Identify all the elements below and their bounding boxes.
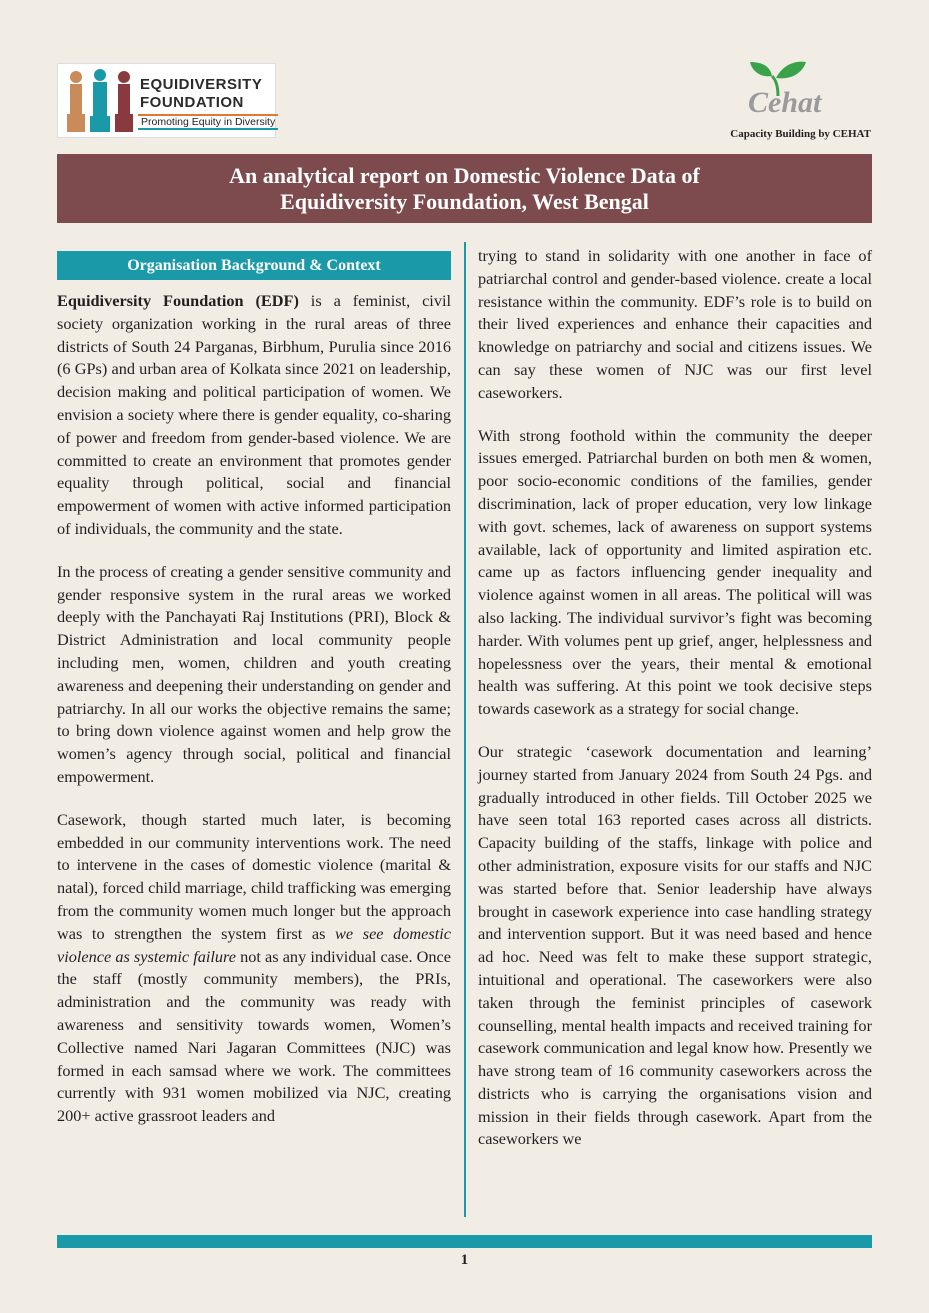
column-divider [464,242,466,1217]
paragraph: With strong foothold within the community the deeper issues emerged. Patriarchal burden on both men & women, poor socio-economic conditions of the families, gender discrimination, lack of proper education, very low linkage with govt. schemes, lack of awareness on support systems available, lack of opportunity and limited aspiration etc. came up as factors influencing gender inequality and violence against women in all areas. The political will was also lacking. The individual survivor’s fight was becoming harder. With volumes pent up grief, anger, helplessness and hopelessness over the years, their mental & emotional health was suffering. At this point we took decisive steps towards casework as a strategy for social change. [478,425,872,719]
paragraph-text: Casework, though started much later, is becoming embedded in our community interventions work. The need to intervene in the cases of domestic violence (marital & natal), forced child marriage, child trafficking was emerging from the community women much longer but the approach was to strengthen the system first as [57,809,451,943]
edf-tagline: Promoting Equity in Diversity [138,114,278,130]
paragraph: Our strategic ‘casework documentation and learning’ journey started from January 2024 from South 24 Pgs. and gradually introduced in other fields. Till October 2025 we have seen total 163 reported cases across all districts. Capacity building of the staffs, linkage with police and other administration, exposure visits for our staffs and NJC was started before that. Senior leadership have always brought in casework experience into case handling strategy and intervention support. But it was need based and hence ad hoc. Need was felt to make these support strategic, intuitional and operational. The caseworkers were also taken through the feminist principles of casework counselling, mental health impacts and received training for casework communication and legal know how. Presently we have strong team of 16 community caseworkers across the districts who is carrying the organisations vision and mission in their fields through casework. Apart from the caseworkers we [478,741,872,1149]
edf-logo [57,63,276,138]
paragraph-text: is a feminist, civil society organization working in the rural areas of three districts of South 24 Parganas, Birbhum, Purulia since 2016 (6 GPs) and urban area of Kolkata since 2021 on leadership, decision making and political participation of women. We envision a society where there is gender equality, co-sharing of power and freedom from gender-based violence. We are committed to create an environment that promotes gender equality through political, social and financial empowerment of women with active informed participation of individuals, the community and the state. [57,291,452,538]
paragraph: trying to stand in solidarity with one another in face of patriarchal control and gender-based violence. create a local resistance within the community. EDF’s role is to build on their lived experiences and enhance their capacities and knowledge on patriarchy and social and citizens issues. We can say these women of NJC was our first level caseworkers. [478,246,872,402]
emphasis-text: we see domestic violence as systemic failure [57,923,452,966]
title-line-2: Equidiversity Foundation, West Bengal [280,188,649,214]
paragraph [57,290,451,541]
footer-bar [57,1235,872,1248]
left-column [57,251,451,1148]
paragraph [57,809,451,1128]
report-title [57,154,872,223]
paragraph-text: not as any individual case. Once the staff (mostly community members), the PRIs, administration and the community was ready with awareness and sensitivity towards women, Women’s Collective named Nari Jagaran Committees (NJC) was formed in each samsad where we work. The committees currently with 931 women mobilized via NJC, creating 200+ active grassroot leaders and [57,946,452,1126]
cehat-logo [700,58,875,144]
right-column [478,245,872,1171]
people-figures-icon [62,68,138,134]
edf-name-line2: FOUNDATION [140,94,244,111]
org-name-bold: Equidiversity Foundation (EDF) [57,291,299,310]
paragraph: In the process of creating a gender sensitive community and gender responsive system in the rural areas we worked deeply with the Panchayati Raj Institutions (PRI), Block & District Administration and local community people including men, women, children and youth creating awareness and deepening their understanding on gender and patriarchy. In all our works the objective remains the same; to bring down violence against women and help grow the women’s agency through social, political and financial empowerment. [57,561,451,786]
section-heading: Organisation Background & Context [57,251,451,280]
edf-name-line1: EQUIDIVERSITY [140,76,263,93]
cehat-subtitle: Capacity Building by CEHAT [730,128,871,140]
page-number: 1 [460,1252,469,1268]
cehat-wordmark: Cehat [748,86,822,119]
title-line-1: An analytical report on Domestic Violence Data of [229,162,700,188]
